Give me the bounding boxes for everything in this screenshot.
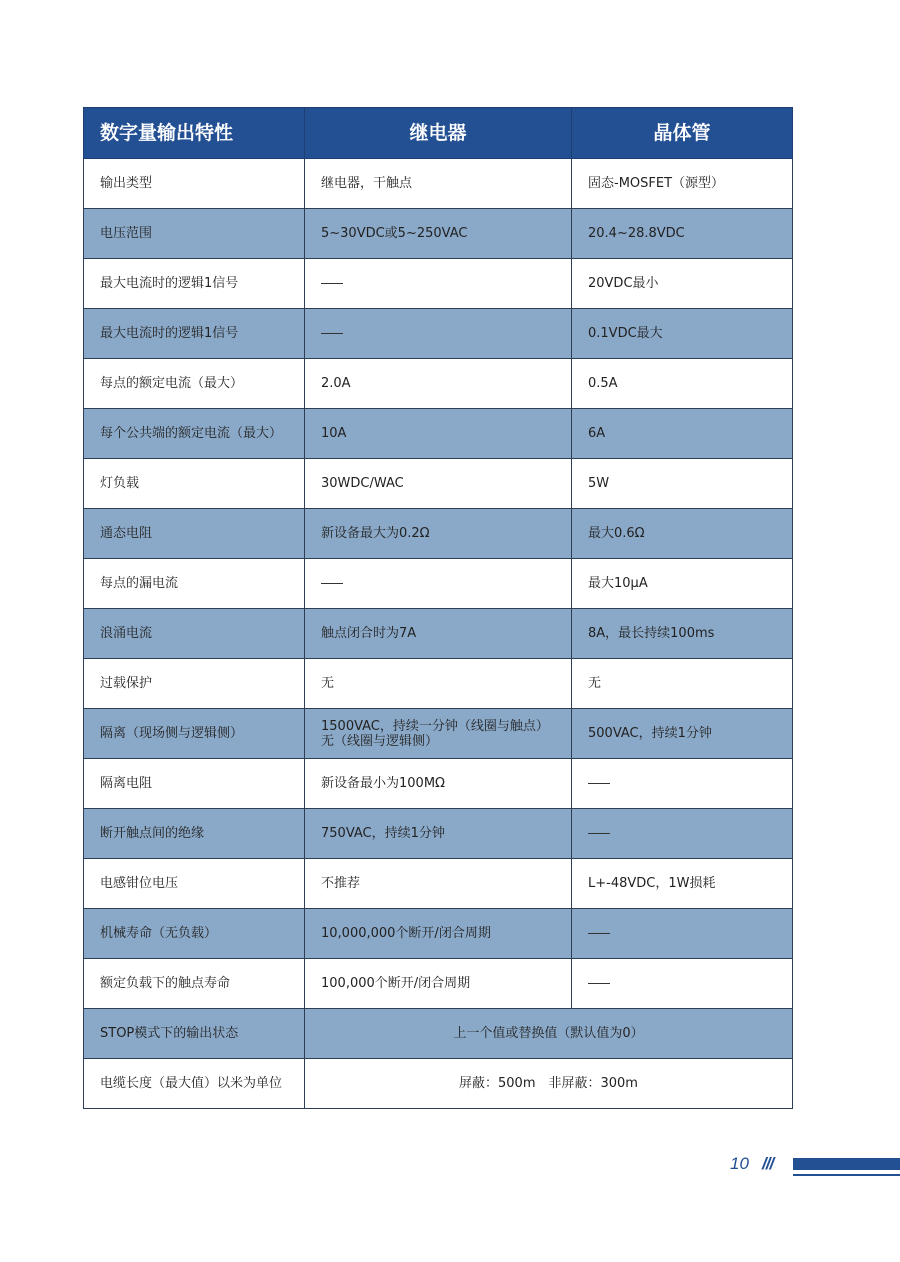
row-label-text: 每点的额定电流（最大） bbox=[100, 376, 244, 391]
page-slashes: /// bbox=[762, 1154, 774, 1173]
transistor-value-text: 5W bbox=[588, 476, 610, 491]
row-label bbox=[84, 409, 305, 459]
row-label bbox=[84, 309, 305, 359]
dash-mark bbox=[321, 333, 343, 334]
merged-value-text: 上一个值或替换值（默认值为0） bbox=[453, 1026, 644, 1041]
transistor-value-text: 最大0.6Ω bbox=[588, 526, 645, 541]
row-label bbox=[84, 509, 305, 559]
relay-value-text: 5~30VDC或5~250VAC bbox=[321, 226, 468, 241]
relay-value bbox=[305, 159, 572, 209]
relay-value bbox=[305, 859, 572, 909]
relay-value bbox=[305, 959, 572, 1009]
transistor-value bbox=[572, 509, 793, 559]
row-label-text: 浪涌电流 bbox=[100, 626, 153, 641]
transistor-value bbox=[572, 959, 793, 1009]
dash-mark bbox=[321, 583, 343, 584]
transistor-value bbox=[572, 359, 793, 409]
relay-value-text: 触点闭合时为7A bbox=[321, 626, 417, 641]
transistor-value bbox=[572, 659, 793, 709]
row-label bbox=[84, 809, 305, 859]
row-label-text: 过载保护 bbox=[100, 676, 153, 691]
row-label-text: 电感钳位电压 bbox=[100, 876, 179, 891]
row-label-text: STOP模式下的输出状态 bbox=[100, 1026, 239, 1041]
row-label-text: 电缆长度（最大值）以米为单位 bbox=[100, 1076, 283, 1091]
transistor-value bbox=[572, 709, 793, 759]
row-label-text: 电压范围 bbox=[100, 226, 153, 241]
row-label-text: 最大电流时的逻辑1信号 bbox=[100, 326, 239, 341]
table-row bbox=[84, 209, 793, 259]
row-label-text: 隔离（现场侧与逻辑侧） bbox=[100, 726, 244, 741]
transistor-value-text: 最大10μA bbox=[588, 576, 648, 591]
row-label bbox=[84, 159, 305, 209]
row-label bbox=[84, 1059, 305, 1109]
transistor-value-text: 8A，最长持续100ms bbox=[588, 626, 715, 641]
transistor-value bbox=[572, 859, 793, 909]
row-label-text: 每个公共端的额定电流（最大） bbox=[100, 426, 283, 441]
row-label bbox=[84, 609, 305, 659]
table-row bbox=[84, 909, 793, 959]
row-label bbox=[84, 359, 305, 409]
relay-value bbox=[305, 909, 572, 959]
relay-value bbox=[305, 209, 572, 259]
table-row bbox=[84, 809, 793, 859]
relay-value bbox=[305, 609, 572, 659]
row-label-text: 断开触点间的绝缘 bbox=[100, 826, 205, 841]
merged-value-text: 屏蔽：500m 非屏蔽：300m bbox=[459, 1076, 638, 1091]
relay-value-text: 新设备最大为0.2Ω bbox=[321, 526, 430, 541]
relay-value bbox=[305, 559, 572, 609]
transistor-value bbox=[572, 909, 793, 959]
table-row bbox=[84, 659, 793, 709]
row-label-text: 灯负载 bbox=[100, 476, 140, 491]
header-transistor: 晶体管 bbox=[572, 108, 793, 159]
header-relay: 继电器 bbox=[305, 108, 572, 159]
footer-line bbox=[793, 1174, 900, 1176]
row-label bbox=[84, 209, 305, 259]
table-row bbox=[84, 259, 793, 309]
table-row bbox=[84, 959, 793, 1009]
relay-value-text: 100,000个断开/闭合周期 bbox=[321, 976, 471, 991]
table-row bbox=[84, 409, 793, 459]
table-row bbox=[84, 609, 793, 659]
transistor-value-text: 0.5A bbox=[588, 376, 618, 391]
transistor-value-text: 500VAC，持续1分钟 bbox=[588, 726, 712, 741]
footer-bar bbox=[793, 1158, 900, 1170]
row-label-text: 每点的漏电流 bbox=[100, 576, 179, 591]
transistor-value bbox=[572, 809, 793, 859]
transistor-value-text: 无 bbox=[588, 676, 602, 691]
row-label bbox=[84, 909, 305, 959]
table-row bbox=[84, 559, 793, 609]
relay-value bbox=[305, 309, 572, 359]
transistor-value bbox=[572, 259, 793, 309]
relay-value bbox=[305, 659, 572, 709]
relay-value-text: 10,000,000个断开/闭合周期 bbox=[321, 926, 491, 941]
row-label-text: 最大电流时的逻辑1信号 bbox=[100, 276, 239, 291]
transistor-value bbox=[572, 159, 793, 209]
dash-mark bbox=[588, 933, 610, 934]
relay-value-line2: 无（线圈与逻辑侧） bbox=[321, 733, 439, 749]
dash-mark bbox=[588, 833, 610, 834]
table-row bbox=[84, 359, 793, 409]
row-label bbox=[84, 659, 305, 709]
header-feature: 数字量输出特性 bbox=[84, 108, 305, 159]
table-row bbox=[84, 459, 793, 509]
transistor-value-text: 固态-MOSFET（源型） bbox=[588, 176, 725, 191]
row-label-text: 隔离电阻 bbox=[100, 776, 153, 791]
transistor-value-text: L+-48VDC，1W损耗 bbox=[588, 876, 716, 891]
table-row-merged bbox=[84, 1009, 793, 1059]
transistor-value bbox=[572, 459, 793, 509]
row-label bbox=[84, 859, 305, 909]
row-label bbox=[84, 959, 305, 1009]
merged-value bbox=[305, 1009, 793, 1059]
relay-value-text: 不推荐 bbox=[321, 876, 361, 891]
dash-mark bbox=[588, 783, 610, 784]
relay-value bbox=[305, 409, 572, 459]
relay-value bbox=[305, 459, 572, 509]
table-row bbox=[84, 309, 793, 359]
transistor-value bbox=[572, 609, 793, 659]
relay-value bbox=[305, 759, 572, 809]
row-label bbox=[84, 759, 305, 809]
transistor-value-text: 20.4~28.8VDC bbox=[588, 226, 685, 241]
transistor-value-text: 6A bbox=[588, 426, 606, 441]
transistor-value bbox=[572, 759, 793, 809]
dash-mark bbox=[321, 283, 343, 284]
transistor-value-text: 0.1VDC最大 bbox=[588, 326, 663, 341]
transistor-value bbox=[572, 209, 793, 259]
row-label-text: 输出类型 bbox=[100, 176, 153, 191]
table-row bbox=[84, 159, 793, 209]
spec-table bbox=[83, 107, 793, 1109]
row-label bbox=[84, 559, 305, 609]
row-label bbox=[84, 459, 305, 509]
table-row bbox=[84, 859, 793, 909]
relay-value bbox=[305, 509, 572, 559]
relay-value-text: 1500VAC，持续一分钟（线圈与触点） bbox=[321, 718, 549, 734]
row-label bbox=[84, 259, 305, 309]
row-label-text: 额定负载下的触点寿命 bbox=[100, 976, 231, 991]
relay-value-text: 2.0A bbox=[321, 376, 351, 391]
row-label bbox=[84, 709, 305, 759]
table-row bbox=[84, 709, 793, 759]
relay-value-text: 750VAC，持续1分钟 bbox=[321, 826, 445, 841]
page-footer bbox=[730, 1153, 900, 1177]
relay-value-text: 继电器，干触点 bbox=[321, 176, 413, 191]
table-header-row bbox=[84, 108, 793, 159]
transistor-value bbox=[572, 559, 793, 609]
relay-value bbox=[305, 809, 572, 859]
row-label bbox=[84, 1009, 305, 1059]
row-label-text: 机械寿命（无负载） bbox=[100, 926, 218, 941]
transistor-value bbox=[572, 309, 793, 359]
relay-value-text: 无 bbox=[321, 676, 335, 691]
table-row-merged bbox=[84, 1059, 793, 1109]
dash-mark bbox=[588, 983, 610, 984]
row-label-text: 通态电阻 bbox=[100, 526, 153, 541]
relay-value bbox=[305, 709, 572, 759]
relay-value-text: 新设备最小为100MΩ bbox=[321, 776, 445, 791]
transistor-value-text: 20VDC最小 bbox=[588, 276, 659, 291]
table-row bbox=[84, 509, 793, 559]
page-number: 10 bbox=[730, 1154, 749, 1173]
merged-value bbox=[305, 1059, 793, 1109]
relay-value bbox=[305, 259, 572, 309]
relay-value bbox=[305, 359, 572, 409]
table-row bbox=[84, 759, 793, 809]
transistor-value bbox=[572, 409, 793, 459]
relay-value-text: 10A bbox=[321, 426, 347, 441]
relay-value-text: 30WDC/WAC bbox=[321, 476, 404, 491]
table-body bbox=[84, 159, 793, 1109]
